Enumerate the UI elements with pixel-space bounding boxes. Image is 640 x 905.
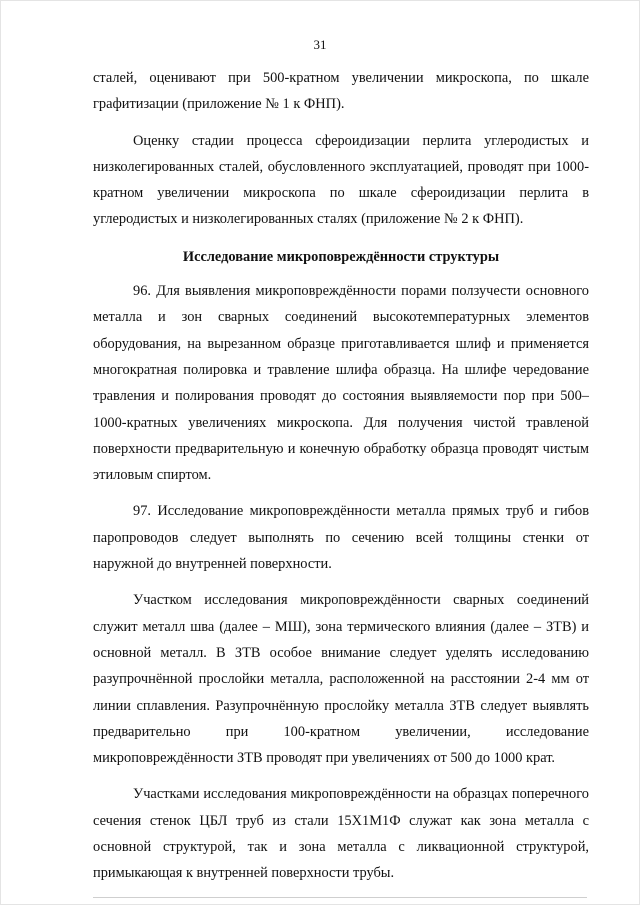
scan-bottom-edge xyxy=(93,897,587,898)
paragraph-97: 97. Исследование микроповреждённости металла прямых труб и гибов паропроводов следует выполнять по сечению всей толщины стенки от наружной до внутренней поверхности. xyxy=(93,503,589,573)
paragraph-graphitization: сталей, оценивают при 500-кратном увеличении микроскопа, по шкале графитизации (приложение № 1 к ФНП). xyxy=(93,70,589,113)
paragraph-96: 96. Для выявления микроповреждённости порами ползучести основного металла и зон сварных соединений высокотемпературных элементов оборудования, на вырезанном образце приготавливается шлиф и применяется многократная полировка и травление шлифа образца. На шлифе чередование травления и полирования проводят до состояния выявляемости пор при 500–1000-кратных увеличениях микроскопа. Для получения чистой травленой поверхности предварительную и конечную обработку образца проводят чистым этиловым спиртом. xyxy=(93,283,589,484)
paragraph-spheroidization: Оценку стадии процесса сфероидизации перлита углеродистых и низколегированных сталей, обусловленного эксплуатацией, проводят при 1000-кратном увеличении микроскопа по шкале сфероидизации перлита в углеродистых и низколегированных сталях (приложение № 2 к ФНП). xyxy=(93,132,589,228)
page-body xyxy=(93,65,589,887)
paragraph-cbl-pipes: Участками исследования микроповреждённости на образцах поперечного сечения стенок ЦБЛ труб из стали 15Х1М1Ф служат как зона металла с основной структурой, так и зона металла с ликвационной структурой, примыкающая к внутренней поверхности трубы. xyxy=(93,786,589,882)
section-heading: Исследование микроповреждённости структуры xyxy=(182,248,500,265)
page-number: 31 xyxy=(313,37,327,52)
paragraph-welded-joints: Участком исследования микроповреждённости сварных соединений служит металл шва (далее – МШ), зона термического влияния (далее – ЗТВ) и основной металл. В ЗТВ особое внимание следует уделять исследованию разупрочнённой прослойки металла, расположенной на расстоянии 2-4 мм от линии сплавления. Разупрочнённую прослойку металла ЗТВ следует выявлять предварительно при 100-кратном увеличении, исследование микроповреждённости ЗТВ проводят при увеличениях от 500 до 1000 крат. xyxy=(93,592,589,767)
